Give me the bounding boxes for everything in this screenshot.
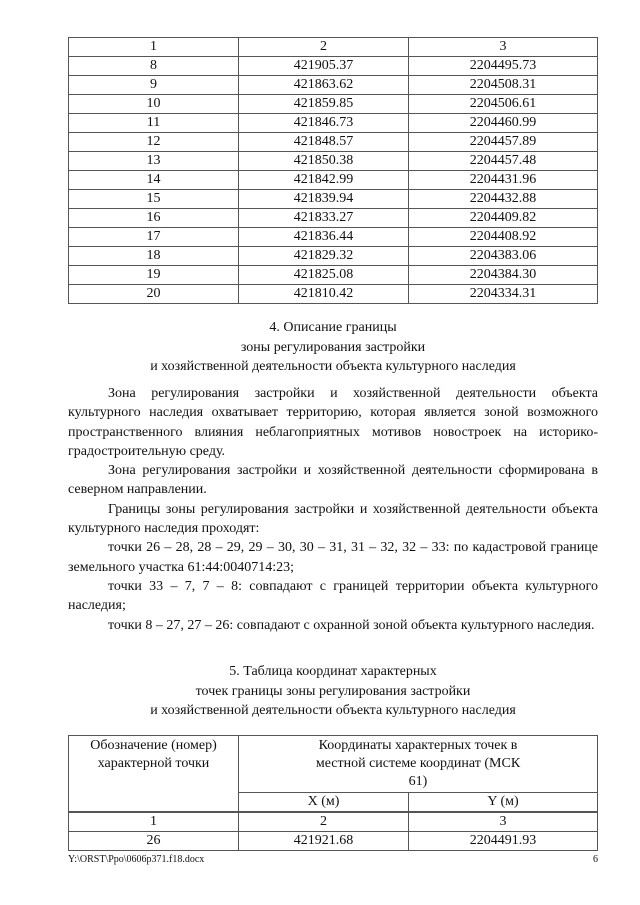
paragraph: точки 8 – 27, 27 – 26: совпадают с охранной зоной объекта культурного наследия. bbox=[108, 617, 595, 633]
point-number: 10 bbox=[69, 95, 239, 114]
table-row bbox=[69, 285, 598, 304]
x-value: 421921.68 bbox=[239, 832, 409, 851]
point-number: 11 bbox=[69, 114, 239, 133]
point-number: 15 bbox=[69, 190, 239, 209]
point-number: 9 bbox=[69, 76, 239, 95]
y-value: 2204431.96 bbox=[409, 171, 598, 190]
x-header: X (м) bbox=[239, 793, 409, 813]
x-value: 421863.62 bbox=[239, 76, 409, 95]
title-line: и хозяйственной деятельности объекта культурного наследия bbox=[150, 703, 516, 718]
point-number: 26 bbox=[69, 832, 239, 851]
paragraph: точки 26 – 28, 28 – 29, 29 – 30, 30 – 31, 31 – 32, 32 – 33: по кадастровой границе земельного участка 61:44:0040714:23; bbox=[68, 540, 598, 575]
x-value: 421839.94 bbox=[239, 190, 409, 209]
y-value: 2204495.73 bbox=[409, 57, 598, 76]
col-number: 3 bbox=[409, 812, 598, 832]
col-number: 1 bbox=[69, 38, 239, 57]
y-value: 2204460.99 bbox=[409, 114, 598, 133]
paragraph: Границы зоны регулирования застройки и хозяйственной деятельности объекта культурного наследия проходят: bbox=[68, 501, 598, 537]
y-value: 2204383.06 bbox=[409, 247, 598, 266]
x-value: 421810.42 bbox=[239, 285, 409, 304]
table-row bbox=[69, 57, 598, 76]
point-number: 17 bbox=[69, 228, 239, 247]
table-row bbox=[69, 266, 598, 285]
table-row bbox=[69, 95, 598, 114]
point-number: 20 bbox=[69, 285, 239, 304]
coordinates-table bbox=[68, 735, 598, 851]
file-path: Y:\ORST\Ppo\0606p371.f18.docx bbox=[68, 854, 205, 865]
x-value: 421905.37 bbox=[239, 57, 409, 76]
table-row bbox=[69, 114, 598, 133]
title-line: 4. Описание границы bbox=[269, 320, 397, 335]
y-value: 2204409.82 bbox=[409, 209, 598, 228]
y-value: 2204408.92 bbox=[409, 228, 598, 247]
point-number-header: Обозначение (номер) характерной точки bbox=[69, 736, 239, 813]
table-row bbox=[69, 247, 598, 266]
x-value: 421846.73 bbox=[239, 114, 409, 133]
title-line: точек границы зоны регулирования застройки bbox=[195, 683, 471, 699]
col-number: 1 bbox=[69, 812, 239, 832]
table-row bbox=[69, 171, 598, 190]
y-value: 2204432.88 bbox=[409, 190, 598, 209]
x-value: 421829.32 bbox=[239, 247, 409, 266]
y-value: 2204457.48 bbox=[409, 152, 598, 171]
table-row bbox=[69, 832, 598, 851]
col-number: 3 bbox=[409, 38, 598, 57]
coordinates-table-continued bbox=[68, 37, 598, 304]
x-value: 421850.38 bbox=[239, 152, 409, 171]
table-row bbox=[69, 133, 598, 152]
header-row bbox=[69, 38, 598, 57]
y-value: 2204508.31 bbox=[409, 76, 598, 95]
x-value: 421833.27 bbox=[239, 209, 409, 228]
point-number: 19 bbox=[69, 266, 239, 285]
col-number: 2 bbox=[239, 38, 409, 57]
y-header: Y (м) bbox=[409, 793, 598, 813]
y-value: 2204457.89 bbox=[409, 133, 598, 152]
section-4-body bbox=[68, 384, 598, 635]
table-row bbox=[69, 209, 598, 228]
x-value: 421836.44 bbox=[239, 228, 409, 247]
coordinates-header: Координаты характерных точек в местной системе координат (МСК 61) bbox=[239, 736, 598, 793]
point-number: 18 bbox=[69, 247, 239, 266]
x-value: 421848.57 bbox=[239, 133, 409, 152]
y-value: 2204506.61 bbox=[409, 95, 598, 114]
table-row bbox=[69, 228, 598, 247]
table-row bbox=[69, 152, 598, 171]
paragraph: Зона регулирования застройки и хозяйственной деятельности объекта культурного наследия охватывает территорию, которая является зоной возможного пространственного влияния неблагоприятных мотивов новостроек на историко-градостроительную среду. bbox=[68, 386, 598, 459]
paragraph: точки 33 – 7, 7 – 8: совпадают с границей территории объекта культурного наследия; bbox=[68, 578, 598, 614]
y-value: 2204334.31 bbox=[409, 285, 598, 304]
point-number: 13 bbox=[69, 152, 239, 171]
x-value: 421842.99 bbox=[239, 171, 409, 190]
page-number: 6 bbox=[593, 854, 598, 865]
y-value: 2204491.93 bbox=[409, 832, 598, 851]
table-row bbox=[69, 76, 598, 95]
footer bbox=[68, 854, 598, 865]
x-value: 421859.85 bbox=[239, 95, 409, 114]
x-value: 421825.08 bbox=[239, 266, 409, 285]
point-number: 8 bbox=[69, 57, 239, 76]
section-5-title bbox=[68, 662, 598, 721]
point-number: 16 bbox=[69, 209, 239, 228]
paragraph: Зона регулирования застройки и хозяйственной деятельности сформирована в северном направлении. bbox=[68, 463, 598, 498]
col-number: 2 bbox=[239, 812, 409, 832]
y-value: 2204384.30 bbox=[409, 266, 598, 285]
section-4-title bbox=[68, 318, 598, 377]
point-number: 12 bbox=[69, 133, 239, 152]
table-row bbox=[69, 190, 598, 209]
point-number: 14 bbox=[69, 171, 239, 190]
title-line: 5. Таблица координат характерных bbox=[229, 664, 437, 679]
title-line: и хозяйственной деятельности объекта культурного наследия bbox=[150, 359, 516, 374]
title-line: зоны регулирования застройки bbox=[240, 339, 426, 355]
